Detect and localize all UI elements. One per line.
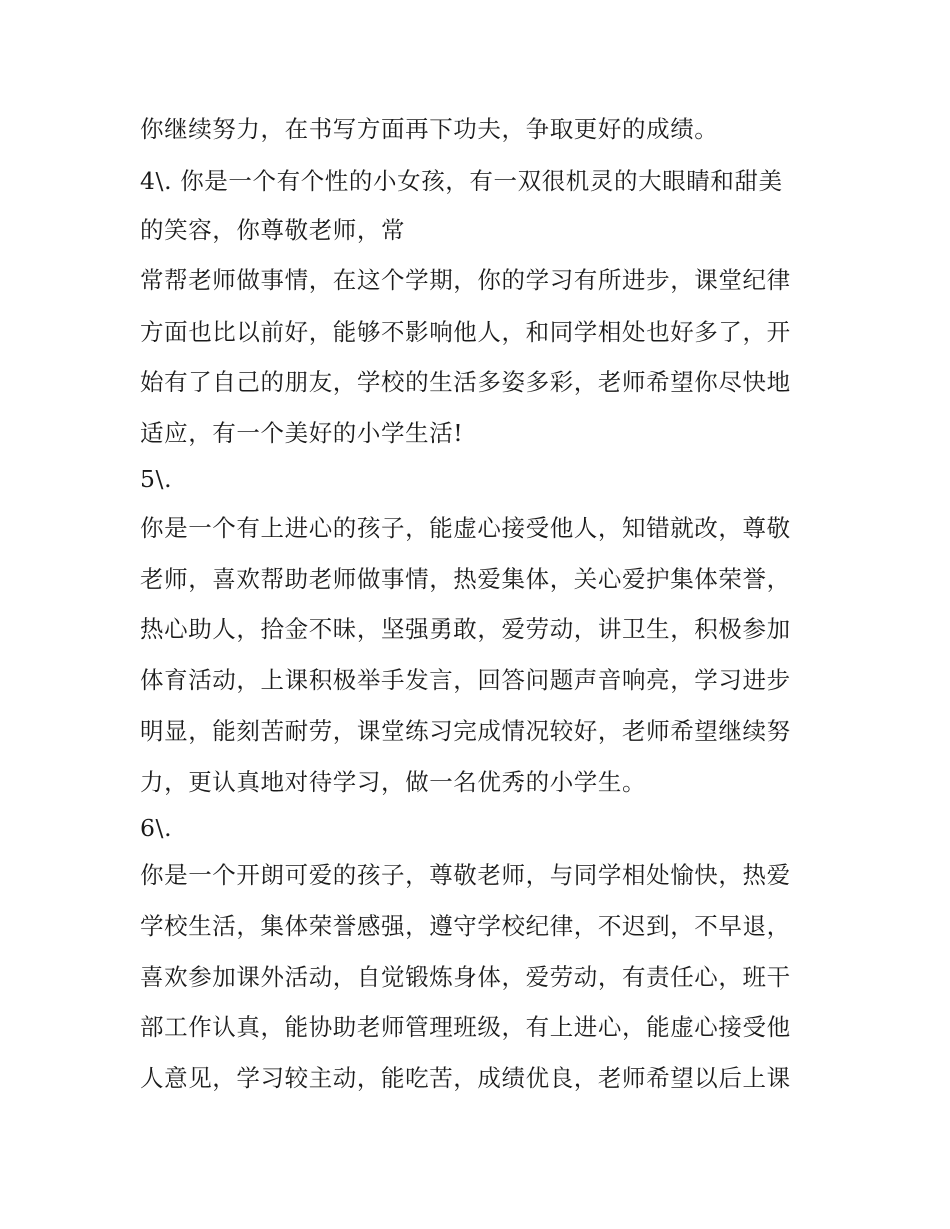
text-line: 你继续努力，在书写方面再下功夫，争取更好的成绩。 [140,115,719,143]
text-line: 始有了自己的朋友，学校的生活多姿多彩，老师希望你尽快地 [140,368,791,396]
text-line: 4\. 你是一个有个性的小女孩，有一双很机灵的大眼睛和甜美 [140,167,783,195]
text-line: 明显，能刻苦耐劳，课堂练习完成情况较好，老师希望继续努 [140,717,791,745]
text-line: 体育活动，上课积极举手发言，回答问题声音响亮，学习进步 [140,666,791,694]
text-line: 6\. [140,814,173,842]
text-line: 方面也比以前好，能够不影响他人，和同学相处也好多了，开 [140,318,791,346]
text-line: 5\. [140,465,173,493]
text-line: 常帮老师做事情，在这个学期，你的学习有所进步，课堂纪律 [140,266,791,294]
text-line: 喜欢参加课外活动，自觉锻炼身体，爱劳动，有责任心，班干 [140,963,791,991]
text-line: 部工作认真，能协助老师管理班级，有上进心，能虚心接受他 [140,1013,791,1041]
text-line: 你是一个开朗可爱的孩子，尊敬老师，与同学相处愉快，热爱 [140,861,791,889]
text-line: 老师，喜欢帮助老师做事情，热爱集体，关心爱护集体荣誉， [140,565,791,593]
text-line: 力，更认真地对待学习，做一名优秀的小学生。 [140,768,647,796]
text-line: 人意见，学习较主动，能吃苦，成绩优良，老师希望以后上课 [140,1064,791,1092]
text-line: 适应，有一个美好的小学生活! [140,419,464,447]
text-line: 的笑容，你尊敬老师，常 [140,216,406,244]
text-line: 你是一个有上进心的孩子，能虚心接受他人，知错就改，尊敬 [140,514,791,542]
text-line: 热心助人，拾金不昧，坚强勇敢，爱劳动，讲卫生，积极参加 [140,615,791,643]
text-line: 学校生活，集体荣誉感强，遵守学校纪律，不迟到，不早退， [140,912,791,940]
